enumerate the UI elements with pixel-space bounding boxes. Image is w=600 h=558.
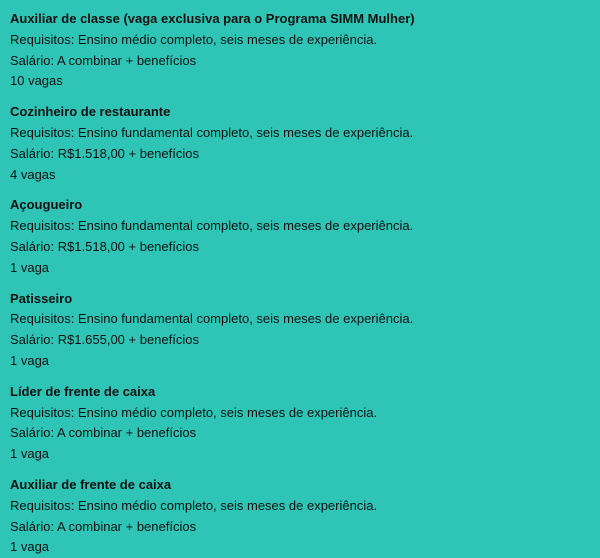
job-requirements: Requisitos: Ensino médio completo, seis meses de experiência. bbox=[10, 404, 378, 420]
job-title: Líder de frente de caixa bbox=[10, 383, 156, 399]
job-openings: 4 vagas bbox=[10, 166, 56, 182]
job-listing bbox=[10, 382, 590, 465]
job-listing bbox=[10, 102, 590, 185]
job-salary: Salário: R$1.518,00 + benefícios bbox=[10, 238, 199, 254]
job-salary: Salário: R$1.518,00 + benefícios bbox=[10, 145, 199, 161]
job-requirements: Requisitos: Ensino fundamental completo, seis meses de experiência. bbox=[10, 311, 414, 327]
job-salary: Salário: A combinar + benefícios bbox=[10, 52, 197, 68]
job-requirements: Requisitos: Ensino fundamental completo, seis meses de experiência. bbox=[10, 218, 414, 234]
job-title: Cozinheiro de restaurante bbox=[10, 104, 171, 120]
job-title: Auxiliar de frente de caixa bbox=[10, 476, 172, 492]
job-openings: 1 vaga bbox=[10, 259, 50, 275]
job-requirements: Requisitos: Ensino fundamental completo, seis meses de experiência. bbox=[10, 124, 414, 140]
job-listing bbox=[10, 9, 590, 92]
job-openings: 1 vaga bbox=[10, 539, 50, 555]
job-title: Auxiliar de classe (vaga exclusiva para o Programa SIMM Mulher) bbox=[10, 11, 415, 26]
job-requirements: Requisitos: Ensino médio completo, seis meses de experiência. bbox=[10, 497, 378, 513]
job-requirements: Requisitos: Ensino médio completo, seis meses de experiência. bbox=[10, 31, 378, 47]
job-salary: Salário: A combinar + benefícios bbox=[10, 518, 197, 534]
job-title: Patisseiro bbox=[10, 290, 73, 306]
job-openings: 1 vaga bbox=[10, 446, 50, 462]
job-salary: Salário: A combinar + benefícios bbox=[10, 425, 197, 441]
job-listing bbox=[10, 475, 590, 558]
job-title: Açougueiro bbox=[10, 197, 83, 213]
job-openings: 10 vagas bbox=[10, 73, 63, 89]
job-listing bbox=[10, 195, 590, 278]
job-listing bbox=[10, 289, 590, 372]
job-openings: 1 vaga bbox=[10, 352, 50, 368]
job-salary: Salário: R$1.655,00 + benefícios bbox=[10, 332, 199, 348]
